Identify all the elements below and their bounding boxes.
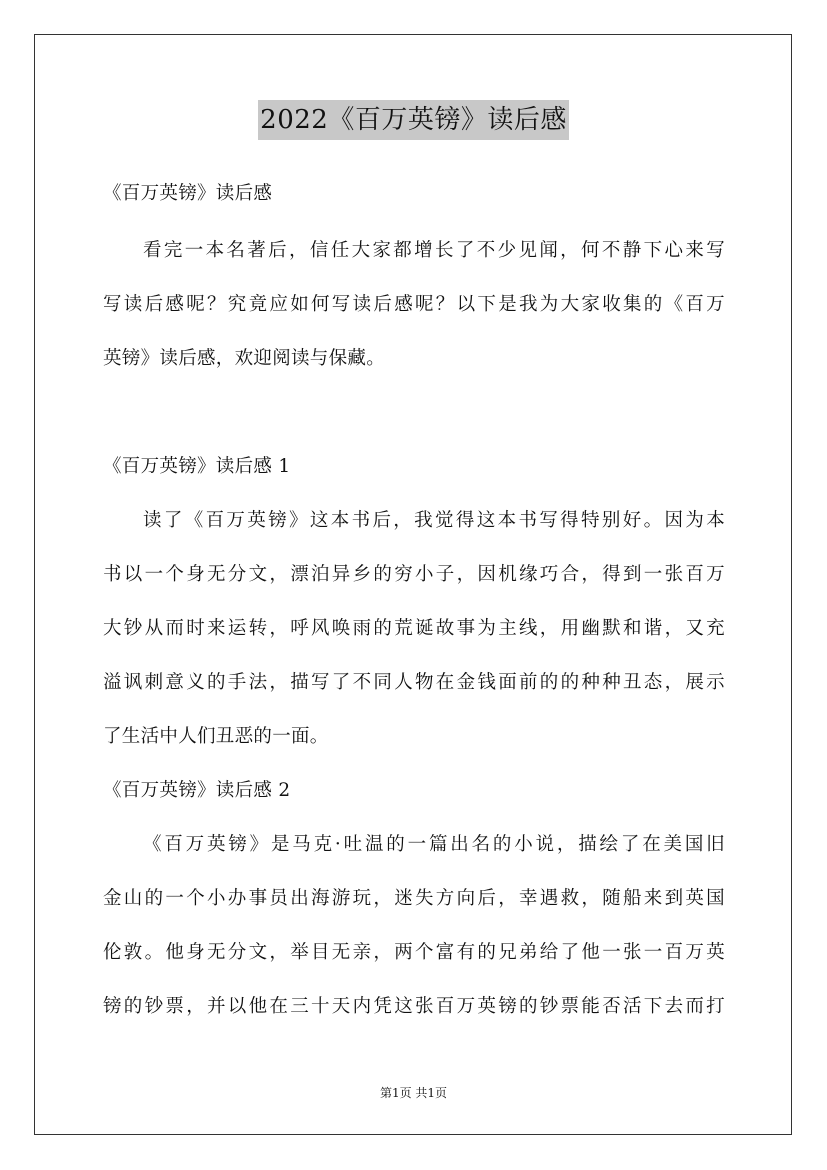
paragraph-line: 金山的一个小办事员出海游玩，迷失方向后，幸遇救，随船来到英国 bbox=[103, 888, 725, 909]
paragraph-line: 溢讽刺意义的手法，描写了不同人物在金钱面前的的种种丑态，展示 bbox=[103, 672, 725, 693]
subtitle: 《百万英镑》读后感 bbox=[103, 183, 273, 204]
section-heading-2: 《百万英镑》读后感 2 bbox=[103, 780, 291, 801]
paragraph-line: 《百万英镑》是马克·吐温的一篇出名的小说，描绘了在美国旧 bbox=[143, 834, 725, 855]
paragraph-line: 写读后感呢？究竟应如何写读后感呢？以下是我为大家收集的《百万 bbox=[103, 294, 725, 315]
paragraph-line: 英镑》读后感，欢迎阅读与保藏。 bbox=[103, 348, 386, 369]
title-container bbox=[0, 100, 827, 140]
paragraph-line: 伦敦。他身无分文，举目无亲，两个富有的兄弟给了他一张一百万英 bbox=[103, 942, 725, 963]
paragraph-line: 大钞从而时来运转，呼风唤雨的荒诞故事为主线，用幽默和谐，又充 bbox=[103, 618, 725, 639]
document-title: 2022《百万英镑》读后感 bbox=[258, 100, 569, 140]
paragraph-line: 书以一个身无分文，漂泊异乡的穷小子，因机缘巧合，得到一张百万 bbox=[103, 564, 725, 585]
paragraph-line: 读了《百万英镑》这本书后，我觉得这本书写得特别好。因为本 bbox=[143, 510, 725, 531]
page-footer: 第1页 共1页 bbox=[379, 1086, 448, 1100]
section-heading-1: 《百万英镑》读后感 1 bbox=[103, 456, 291, 477]
paragraph-line: 看完一本名著后，信任大家都增长了不少见闻，何不静下心来写 bbox=[143, 240, 725, 261]
paragraph-line: 了生活中人们丑恶的一面。 bbox=[103, 726, 329, 747]
paragraph-line: 镑的钞票，并以他在三十天内凭这张百万英镑的钞票能否活下去而打 bbox=[103, 996, 725, 1017]
